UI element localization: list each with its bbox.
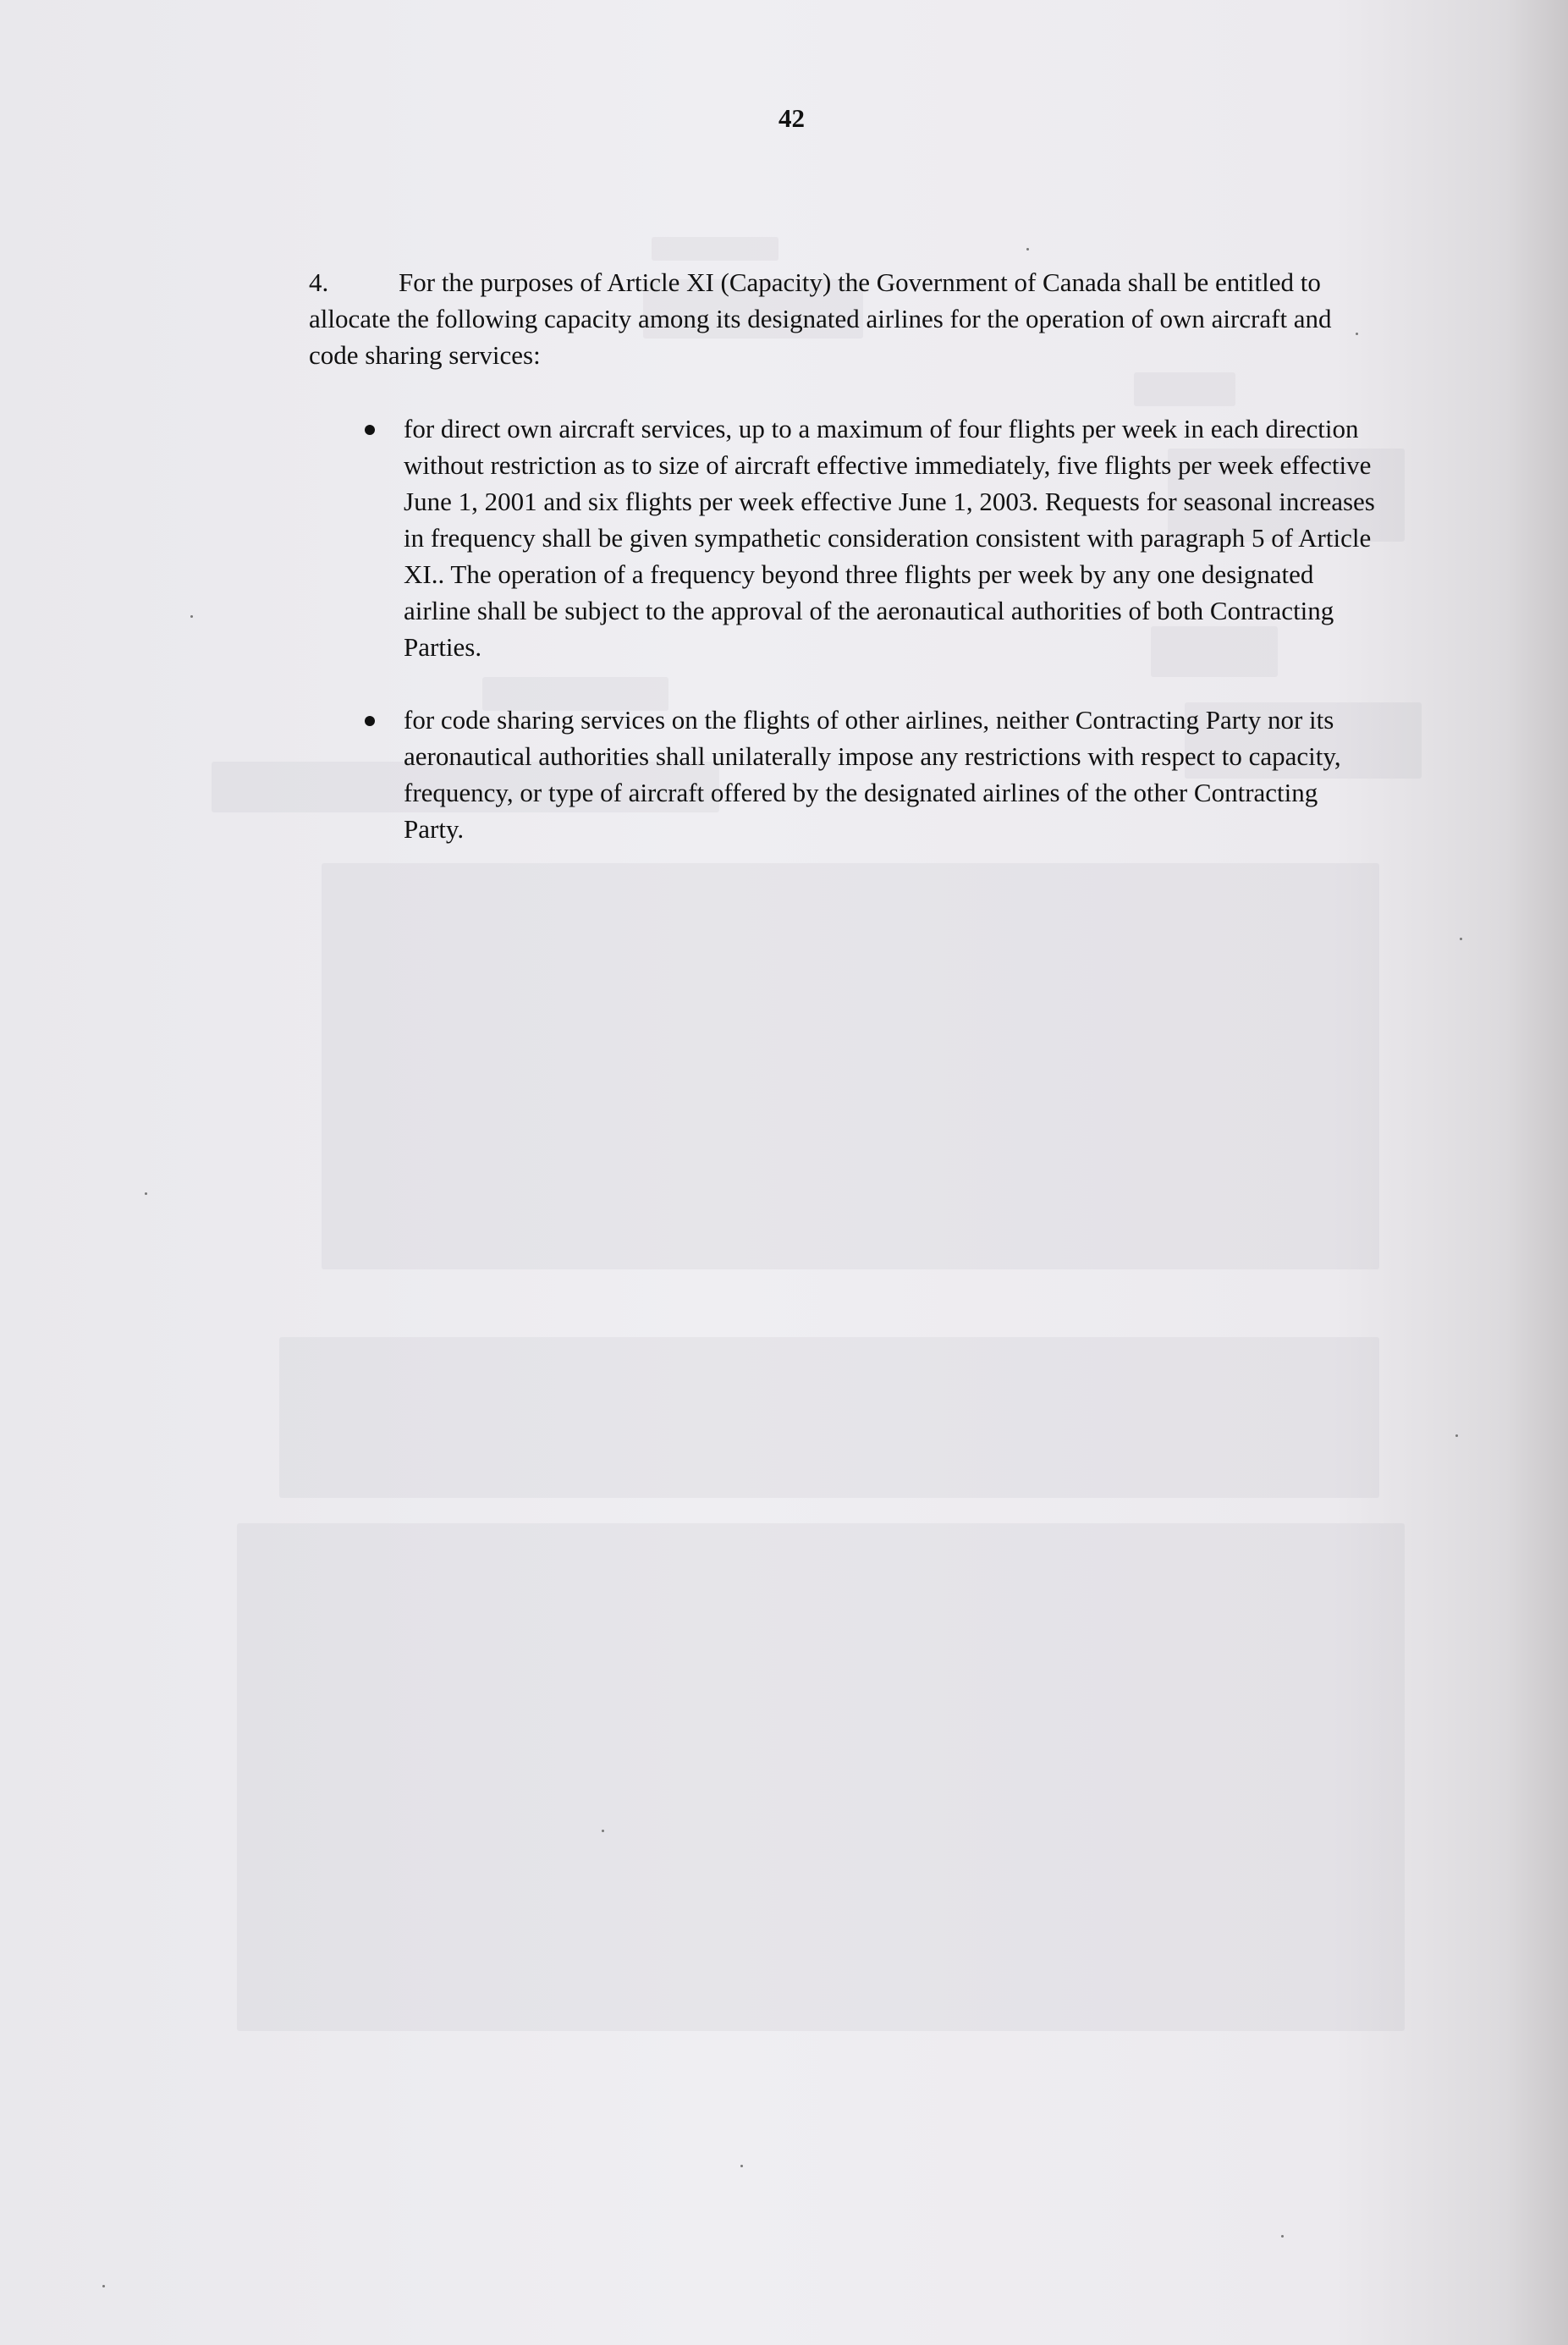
paper-speck: [602, 1830, 604, 1832]
paper-speck: [1281, 2235, 1284, 2238]
bullet-list: [309, 410, 1375, 847]
page-number: 42: [778, 103, 805, 133]
bullet-text: for code sharing services on the flights of other airlines, neither Contracting Party nor its aeronautical authorities shall unilaterally impose any restrictions with respect to capacity, frequency, or type of aircraft offered by the designated airlines of the other Contracting Party.: [404, 705, 1341, 844]
paragraph-number: 4.: [309, 267, 329, 297]
paper-speck: [190, 615, 193, 618]
paper-speck: [1026, 248, 1029, 250]
bullet-text: for direct own aircraft services, up to a maximum of four flights per week in each direction without restriction as to size of aircraft effective immediately, five flights per week effective June 1, 2001 and six flights per week effective June 1, 2003. Requests for seasonal increases in frequency shall be given sympathetic consideration consistent with paragraph 5 of Article XI.. The operation of a frequency beyond three flights per week by any one designated airline shall be subject to the approval of the aeronautical authorities of both Contracting Parties.: [404, 414, 1375, 662]
paper-speck: [1460, 938, 1462, 940]
bullet-item-code-sharing: [309, 702, 1375, 847]
paragraph-text: For the purposes of Article XI (Capacity) the Government of Canada shall be entitled to allocate the following capacity among its designated airlines for the operation of own aircraft and code sharing services:: [309, 267, 1332, 370]
bullet-icon: [365, 716, 375, 726]
bullet-icon: [365, 425, 375, 435]
paper-speck: [102, 2285, 105, 2287]
document-body: [309, 264, 1375, 884]
paper-speck: [740, 2165, 743, 2167]
paper-speck: [1356, 333, 1358, 335]
paper-speck: [145, 1192, 147, 1195]
paper-speck: [1455, 1434, 1458, 1437]
paragraph-4: [309, 264, 1375, 373]
bullet-item-own-aircraft: [309, 410, 1375, 665]
